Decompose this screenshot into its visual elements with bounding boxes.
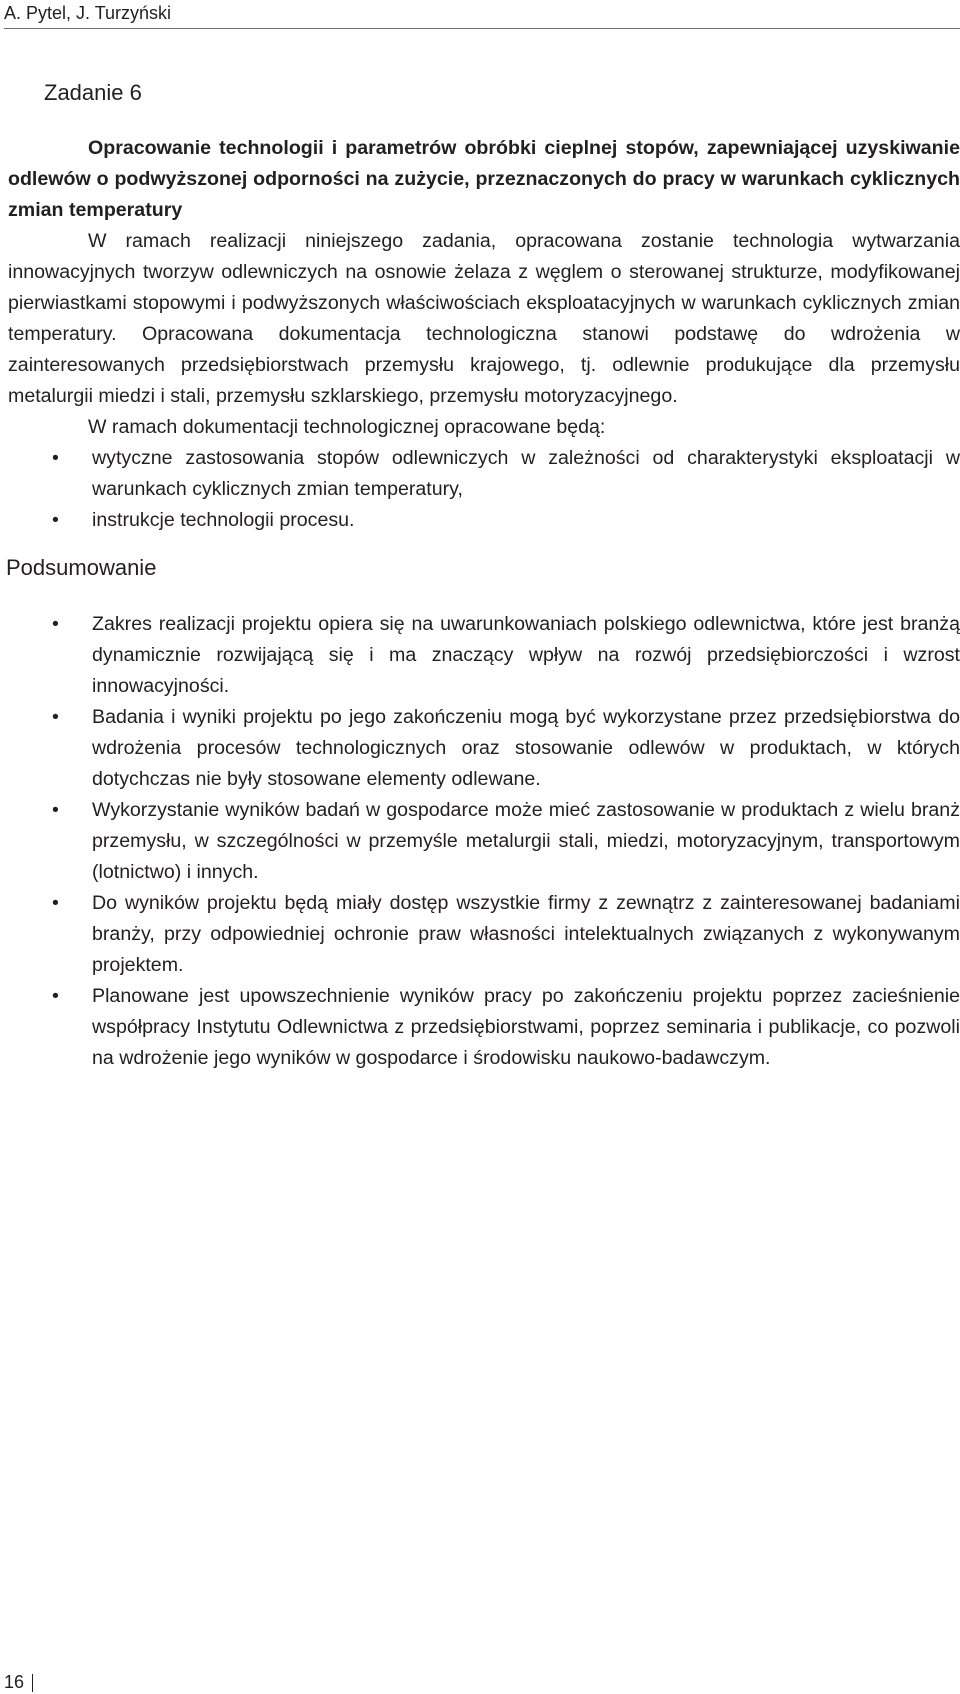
list-item: • Wykorzystanie wyników badań w gospodarce może mieć zastosowanie w produktach z wielu branż przemysłu, w szczególności w przemyśle metalurgii stali, miedzi, motoryzacyjnym, transportowym (lotnictwo) i innych.: [8, 795, 960, 888]
section-heading: Opracowanie technologii i parametrów obróbki cieplnej stopów, zapewniającej uzyskiwanie odlewów o podwyższonej odporności na zużycie, przeznaczonych do pracy w warunkach cyklicznych zmian temperatury: [8, 137, 960, 221]
section-paragraph-intro: W ramach dokumentacji technologicznej opracowane będą:: [88, 416, 606, 438]
summary-heading: Podsumowanie: [6, 555, 157, 580]
list-item: • Zakres realizacji projektu opiera się na uwarunkowaniach polskiego odlewnictwa, które jest branżą dynamicznie rozwijającą się i ma znaczący wpływ na rozwój przedsiębiorczości i wzrost innowacyjności.: [8, 609, 960, 702]
section-paragraph: W ramach realizacji niniejszego zadania, opracowana zostanie technologia wytwarzania innowacyjnych tworzyw odlewniczych na osnowie żelaza z węglem o sterowanej strukturze, modyfikowanej pierwiastkami stopowymi i podwyższonych właściwościach eksploatacyjnych w warunkach cyklicznych zmian temperatury. Opracowana dokumentacja technologiczna stanowi podstawę do wdrożenia w zainteresowanych przedsiębiorstwach przemysłu krajowego, tj. odlewnie produkujące dla przemysłu metalurgii miedzi i stali, przemysłu szklarskiego, przemysłu motoryzacyjnego.: [8, 230, 960, 407]
page-number: 16: [4, 1672, 25, 1692]
deliverables-list: [8, 443, 960, 536]
task-title: Zadanie 6: [44, 80, 142, 105]
list-item: • Planowane jest upowszechnienie wyników pracy po zakończeniu projektu poprzez zacieśnienie współpracy Instytutu Odlewnictwa z przedsiębiorstwami, poprzez seminaria i publikacje, co pozwoli na wdrożenie jego wyników w gospodarce i środowisku naukowo-badawczym.: [8, 981, 960, 1074]
list-item: • Do wyników projektu będą miały dostęp wszystkie firmy z zewnątrz z zainteresowanej badaniami branży, przy odpowiedniej ochronie praw własności intelektualnych związanych z wykonywanym projektem.: [8, 888, 960, 981]
main-content: [8, 133, 960, 1074]
list-item: • Badania i wyniki projektu po jego zakończeniu mogą być wykorzystane przez przedsiębiorstwa do wdrożenia procesów technologicznych oraz stosowanie odlewów w produktach, w których dotychczas nie były stosowane elementy odlewane.: [8, 702, 960, 795]
summary-list: [8, 609, 960, 1074]
list-item: • instrukcje technologii procesu.: [8, 505, 960, 536]
running-head: A. Pytel, J. Turzyński: [4, 3, 172, 23]
page-number-separator: [32, 1674, 33, 1692]
header-rule: [4, 28, 960, 29]
list-item: • wytyczne zastosowania stopów odlewniczych w zależności od charakterystyki eksploatacji w warunkach cyklicznych zmian temperatury,: [8, 443, 960, 505]
